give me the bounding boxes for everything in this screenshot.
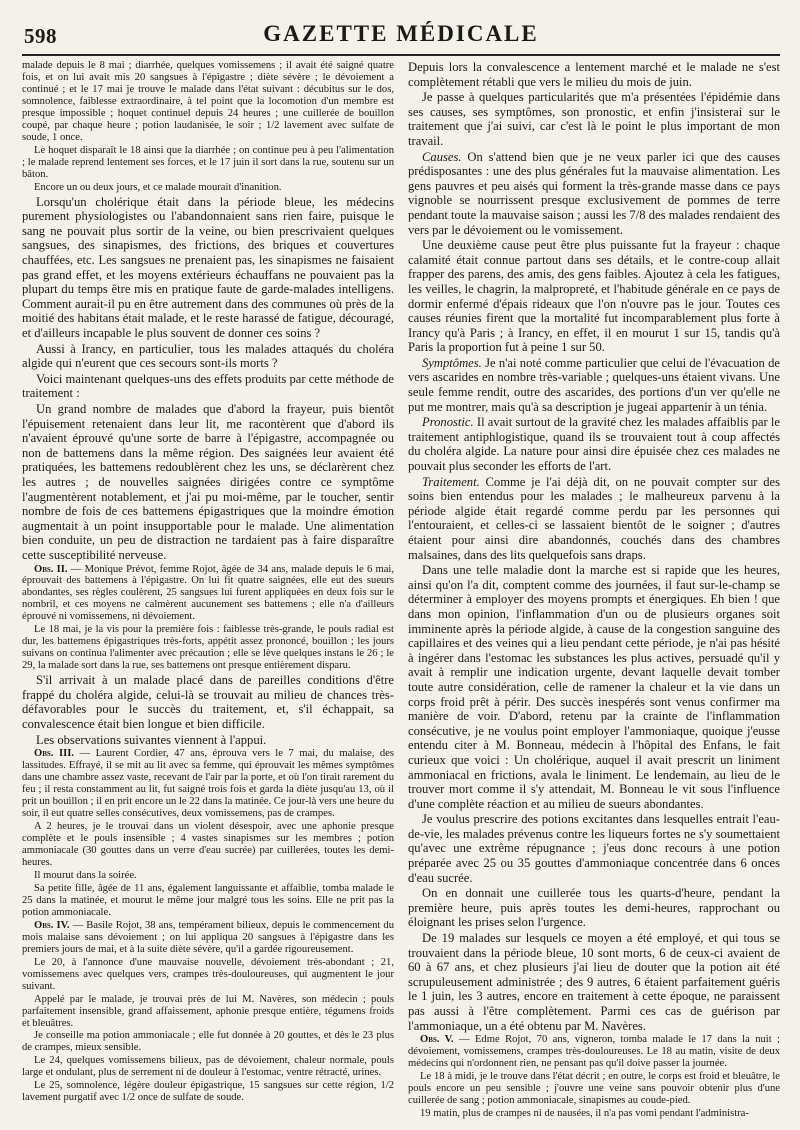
paragraph-text: Le 20, à l'annonce d'une mauvaise nouvelle, dévoiement très-abondant ; 21, vomissemens avec quelques vers, crampes très-douloureuses, qui augmentent le jour suivant. [22, 956, 394, 992]
paragraph-text: Appelé par le malade, je trouvai près de lui M. Navères, son médecin ; pouls parfaitement insensible, grand affaissement, aphonie presque entière, tégumens froids et bleuâtres. [22, 993, 394, 1029]
observation-paragraph [22, 920, 394, 956]
paragraph-text: Je conseille ma potion ammoniacale ; elle fut donnée à 20 gouttes, et dès le 23 plus de crampes, mieux sensible. [22, 1030, 394, 1054]
observation-paragraph [22, 182, 394, 194]
paragraph-text: Le hoquet disparaît le 18 ainsi que la diarrhée ; on continue peu à peu l'alimentation ; le malade reprend lentement ses forces, et le 17 juin il sort dans la rue, soutenu sur un bâton. [22, 144, 394, 180]
observation-paragraph [22, 145, 394, 181]
observation-label: Obs. III. [34, 748, 74, 760]
paragraph-text: Un grand nombre de malades que d'abord la frayeur, puis bientôt l'épuisement retenaient dans leur lit, me racontèrent que d'abord ils n'avaient éprouvé qu'une sorte de barre à l'épigastre, accompagnée ou non de battemens dans la même région. Des saignées leur avaient été pratiquées, les battemens redoublèrent chez les uns, se déclarèrent chez les autres ; de nouvelles saignées dirigées contre ce symptôme l'augmentèrent notablement, et j'ai pu moi-même, par le toucher, sentir nombre de fois de ces battemens épigastriques que la moindre émotion augmentait à un point insupportable pour le malade. Une alimentation bien conduite, un peu de distraction ne tardaient pas à faire disparaître cette susceptibilité nerveuse. [22, 401, 394, 562]
observation-paragraph [408, 1071, 780, 1107]
paragraph-text: On en donnait une cuillerée tous les quarts-d'heure, pendant la première heure, puis après toutes les demi-heures, rapprochant ou éloignant les prises selon l'urgence. [408, 886, 780, 930]
paragraph-text: Une deuxième cause peut être plus puissante fut la frayeur : chaque calamité était connue partout dans ses détails, et le contre-coup allait frapper des parens, des amis, des gens faibles. Ajoutez à cela les fatigues, les veilles, le chagrin, la malpropreté, et l'habitude générale en ce pays de dormir enfermé d'épais rideaux que l'on n'ouvre pas le jour. Toutes ces causes réunies firent que la mortalité fut incomparablement plus forte à Irancy qu'à Paris ; à Irancy, en effet, il en mourut 1 sur 15, tandis qu'à Paris la proportion fut à peine 1 sur 50. [408, 238, 780, 355]
observation-paragraph [22, 1030, 394, 1054]
body-paragraph [408, 60, 780, 89]
page-header [22, 14, 780, 56]
paragraph-text: 19 matin, plus de crampes ni de nausées, il n'a pas vomi pendant l'administra- [420, 1108, 749, 1119]
observation-paragraph [22, 994, 394, 1030]
body-paragraph [408, 150, 780, 238]
observation-paragraph [22, 821, 394, 869]
paragraph-text: Sa petite fille, âgée de 11 ans, également languissante et affaiblie, tomba malade le 25 dans la matinée, et mourut le même jour malgré tous les soins. Elle ne prit pas la potion ammoniacale. [22, 882, 394, 918]
paragraph-text: Dans une telle maladie dont la marche est si rapide que les heures, ainsi qu'on l'a dit, comptent comme des journées, il faut sur-le-champ se déterminer à employer des moyens prompts et énergiques. Eh bien ! que dans mon opinion, l'inflammation d'un ou de plusieurs organes soit imminente après la période algide, à cause de la congestion sanguine des capillaires et des veines qui a lieu pendant cette période, je n'ai pas hésité à ingérer dans l'estomac les substances les plus actives, persuadé qu'il y avait à remplir une indication urgente, devant laquelle devait tomber toute autre considération, celle de ramener la chaleur et la vie dans un corps froid prêt à périr. Des succès inespérés sont venus confirmer ma manière de voir. D'abord, retenu par la crainte de l'inflammation consécutive, je ne voulus point employer l'ammoniaque, quoique j'eusse entendu citer à M. Bonneau, médecin à l'hôpital des Enfans, le fait curieux que voici : Un cholérique, auquel il avait prescrit un liniment ammoniacal en frictions, avala le liniment. Le lendemain, au lieu de le trouver mort comme il s'y attendait, M. Bonneau le vit sous l'influence d'une complète réaction et au milieu de sueurs abondantes. [408, 563, 780, 811]
body-paragraph [22, 673, 394, 731]
observation-label: Obs. IV. [34, 919, 70, 931]
paragraph-text: Lorsqu'un cholérique était dans la période bleue, les médecins purement physiologistes ou l'abandonnaient sans rien faire, puisque le sang ne pouvait plus sortir de la veine, ou bien prescrivaient quelques sangsues, des sinapismes, des frictions, des briques et couvertures chauffées, etc. Les sangsues ne prenaient pas, les sinapismes ne faisaient pas grand effet, et les moyens extérieurs échauffans ne pouvaient pas la plupart du temps être mis en pratique faute de garde-malades intelligens. Comment aurait-il pu en être autrement dans des communes où près de la moitié des habitans était malade, et le reste harassé de fatigue, découragé, et d'ailleurs incapable le plus souvent de donner ces soins ? [22, 194, 394, 340]
observation-paragraph [22, 870, 394, 882]
body-paragraph [22, 733, 394, 748]
paragraph-text: Encore un ou deux jours, et ce malade mourait d'inanition. [34, 181, 282, 193]
body-paragraph [408, 475, 780, 563]
paragraph-text: malade depuis le 8 mai ; diarrhée, quelques vomissemens ; il avait été saigné quatre fois, et on lui avait mis 20 sangsues à l'épigastre ; diète sévère ; le dévoiement a continué ; et le 17 mai je trouve le malade dans l'état suivant : décubitus sur le dos, somnolence, faiblesse extraordinaire, à tel point que la locomotion d'un membre est presque impossible ; hoquet continuel depuis 24 heures ; une cuillerée de bouillon coupé, par chaque heure ; potion laudanisée, le soir ; 1/2 lavement avec sulfate de soude, 1 once. [22, 60, 394, 143]
masthead-title: GAZETTE MÉDICALE [263, 21, 539, 46]
body-paragraph [408, 886, 780, 930]
section-lead: Causes. [422, 149, 462, 164]
body-paragraph [22, 372, 394, 401]
paragraph-text: S'il arrivait à un malade placé dans de pareilles conditions d'être frappé du choléra algide, celui-là se trouvait au milieu de chances très-défavorables pour le succès du traitement, et, s'il échappait, sa convalescence était bien longue et bien difficile. [22, 673, 394, 731]
observation-paragraph [22, 60, 394, 144]
paragraph-text: Il mourut dans la soirée. [34, 869, 137, 881]
paragraph-text: Le 18 mai, je la vis pour la première fois : faiblesse très-grande, le pouls radial est dur, les battemens épigastriques très-forts, appétit assez prononcé, bouillon ; les jours suivans on continua l'alimenter avec précaution ; elle se lève quelques instans le 26 ; le 29, la malade sort dans la rue, ses battemens ont presque entièrement disparu. [22, 624, 394, 672]
section-lead: Traitement. [422, 474, 480, 489]
body-paragraph [22, 342, 394, 371]
observation-paragraph [22, 748, 394, 820]
body-paragraph [408, 238, 780, 355]
paragraph-text: Le 18 à midi, je le trouve dans l'état décrit ; en outre, le corps est froid et bleuâtre, le pouls encore un peu sensible ; j'ouvre une veine sans pouvoir obtenir plus d'une cuillerée de sang ; potion ammoniacale, sinapismes au coude-pied. [408, 1071, 780, 1107]
body-paragraph [408, 90, 780, 148]
paragraph-text: De 19 malades sur lesquels ce moyen a été employé, et qui tous se trouvaient dans la période bleue, 10 sont morts, 6 de ceux-ci avaient de 60 à 67 ans, et chez plusieurs j'ai lieu de douter que la potion ait été scrupuleusement administrée ; des 9 autres, 6 étaient parfaitement guéris le 1 juin, les 3 autres, encore en traitement à cette époque, ne paraissent pas aussi à l'être complètement. Parmi ces cas de guérison par l'ammoniaque, un a été obtenu par M. Navères. [408, 931, 780, 1033]
text-columns [22, 60, 780, 1128]
left-column [22, 60, 394, 1128]
paragraph-text: A 2 heures, je le trouvai dans un violent désespoir, avec une aphonie presque complète et le pouls insensible ; 4 vastes sinapismes sur les membres ; potion ammoniacale (30 gouttes dans un verre d'eau sucrée) par cuillerées, toutes les demi-heures. [22, 821, 394, 868]
paragraph-text: Je voulus prescrire des potions excitantes dans lesquelles entrait l'eau-de-vie, les malades prévenus contre les liqueurs fortes ne s'y soumettaient qu'avec une extrême répugnance ; j'eus donc recours à une potion préparée avec 25 ou 35 gouttes d'ammoniaque concentrée dans 6 onces d'eau sucrée. [408, 812, 780, 885]
observation-paragraph [408, 1034, 780, 1070]
observation-label: Obs. II. [34, 563, 68, 575]
observation-paragraph [22, 1055, 394, 1079]
observation-paragraph [22, 624, 394, 672]
body-paragraph [408, 812, 780, 885]
observation-paragraph [22, 1080, 394, 1104]
observation-paragraph [22, 564, 394, 624]
body-paragraph [408, 415, 780, 473]
body-paragraph [22, 402, 394, 563]
paragraph-text: Comme je l'ai déjà dit, on ne pouvait compter sur des soins bien entendus pour les malades ; le malheureux parvenu à la période algide était regardé comme perdu par les personnes qui l'entouraient, et celles-ci se lassaient bientôt de le soigner ; d'autres étaient pour ainsi dire abandonnés, couchés dans des chambres malsaines, dans des lits quelquefois sans draps. [408, 474, 780, 562]
paragraph-text: Je n'ai noté comme particulier que celui de l'évacuation de vers ascarides en nombre très-variable ; quelques-uns étaient vivans. Une seule femme rendit, outre des ascarides, des portions d'un ver qu'elle ne put me montrer, mais qu'à sa description je jugeai appartenir à un ténia. [408, 355, 780, 414]
body-paragraph [408, 356, 780, 414]
paragraph-text: Voici maintenant quelques-uns des effets produits par cette méthode de traitement : [22, 371, 395, 401]
observation-paragraph [22, 957, 394, 993]
body-paragraph [408, 563, 780, 811]
paragraph-text: Il avait surtout de la gravité chez les malades affaiblis par le traitement antiphlogistique, quand ils se trouvaient tout à coup affectés du choléra algide. La nature pour ainsi dire épuisée chez ces malades ne pouvait plus seconder les efforts de l'art. [408, 415, 780, 474]
section-lead: Symptômes. [422, 355, 482, 370]
paragraph-text: Le 25, somnolence, légère douleur épigastrique, 15 sangsues sur cette région, 1/2 lavement purgatif avec 1/2 once de sulfate de soude. [22, 1080, 394, 1104]
section-lead: Pronostic. [422, 415, 474, 430]
paragraph-text: Je passe à quelques particularités que m'a présentées l'épidémie dans ses causes, ses symptômes, son pronostic, et enfin j'insisterai sur le traitement que j'ai suivi, car c'est là le point le plus important de mon travail. [408, 90, 780, 148]
paragraph-text: — Basile Rojot, 38 ans, tempérament bilieux, depuis le commencement du mois malaise sans dévoiement ; on lui appliqua 20 sangsues à l'épigastre dans les premiers jours de mai, et à la suite diète sévère, qu'il a gardée rigoureusement. [22, 919, 395, 955]
paragraph-text: Depuis lors la convalescence a lentement marché et le malade ne s'est complètement rétabli que vers le milieu du mois de juin. [408, 60, 780, 89]
page-number: 598 [24, 24, 57, 48]
body-paragraph [22, 195, 394, 341]
paragraph-text: — Monique Prévot, femme Rojot, âgée de 34 ans, malade depuis le 6 mai, éprouvait des battemens à l'épigastre. On lui fit quatre saignées, elle eut des sueurs abondantes, ses règles coulèrent, 25 sangsues lui furent appliquées en deux fois sur le nombril, et ces moyens ne calmèrent aucunement ses battemens ; elle n'a d'ailleurs éprouvé ni vomissemens, ni dévoiement. [22, 563, 394, 623]
observation-paragraph [408, 1108, 780, 1120]
paragraph-text: Aussi à Irancy, en particulier, tous les malades attaqués du choléra algide qui n'eurent que ces secours sont-ils morts ? [22, 341, 394, 371]
right-column [408, 60, 780, 1128]
paragraph-text: — Edme Rojot, 70 ans, vigneron, tomba malade le 17 dans la nuit ; dévoiement, vomissemens, crampes très-douloureuses. Le 18 au matin, visite de deux médecins qui n'ordonnent rien, ne pensant pas qu'il doive passer la journée. [408, 1034, 780, 1070]
paragraph-text: On s'attend bien que je ne veux parler ici que des causes prédisposantes : une des plus générales fut la mauvaise alimentation. Les gens pauvres et peu aisés qui forment la très-grande masse dans ce pays vignoble se nourrissent presque exclusivement de pommes de terre pendant toute la mauvaise saison ; aussi les 7/8 des malades rendaient des vers par le dévoiement ou le vomissement. [408, 149, 780, 237]
body-paragraph [408, 931, 780, 1033]
paragraph-text: Le 24, quelques vomissemens bilieux, pas de dévoiement, chaleur normale, pouls large et ondulant, plus de serrement ni de douleur à l'estomac, ventre rétracté, urines. [22, 1055, 394, 1079]
observation-label: Obs. V. [420, 1034, 454, 1046]
paragraph-text: — Laurent Cordier, 47 ans, éprouva vers le 7 mai, du malaise, des lassitudes. Effrayé, il se mit au lit avec sa femme, qui éprouvait les mêmes symptômes dans une chambre assez vaste, recevant de l'air par la porte, et où l'on tirait rarement du feu ; il resta constamment au lit, fut saigné trois fois et garda la diète jusqu'au 13, où il prit un bouillon ; il en prit encore un le 22 dans la matinée. Ce jour-là vers une heure du soir, il eut quatre selles consécutives, deux vomissemens, pas de crampes. [22, 748, 394, 820]
observation-paragraph [22, 883, 394, 919]
paragraph-text: Les observations suivantes viennent à l'appui. [36, 732, 267, 747]
